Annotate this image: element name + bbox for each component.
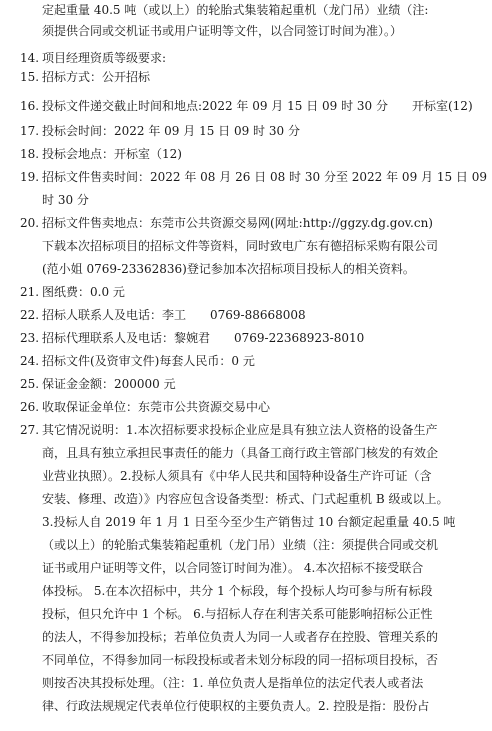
line-text: 安装、修理、改造）》内容应包含设备类型：桥式、门式起重机 B 级或以上。 [42, 492, 449, 506]
line-text: 收取保证金单位：东莞市公共资源交易中心 [42, 400, 271, 414]
line-text: 的法人，不得参加投标；若单位负责人为同一人或者存在控股、管理关系的 [42, 630, 439, 644]
line-text: （或以上）的轮胎式集装箱起重机（龙门吊）业绩（注：须提供合同或交机 [42, 538, 439, 552]
list-item-number: 27. [20, 423, 40, 437]
line-text: 时 30 分 [42, 193, 89, 207]
line-text: 下载本次招标项目的招标文件等资料，同时致电广东有德招标采购有限公司 [42, 239, 439, 253]
line-text: 招标文件售卖地点：东莞市公共资源交易网(网址:http://ggzy.dg.gov.cn) [42, 216, 433, 230]
list-item-number: 16. [20, 99, 40, 113]
line-text: 证书或用户证明等文件，以合同签订时间为准）。 4.本次招标不接受联合 [42, 561, 424, 575]
list-item-number: 15. [20, 70, 40, 84]
line-text: 招标方式：公开招标 [42, 70, 151, 84]
list-item-number: 23. [20, 331, 40, 345]
list-item-number: 14. [20, 51, 40, 65]
line-text: 须提供合同或交机证书或用户证明等文件，以合同签订时间为准）。） [42, 24, 403, 38]
line-text: 图纸费：0.0 元 [42, 285, 125, 299]
line-text: 投标文件递交截止时间和地点:2022 年 09 月 15 日 09 时 30 分 开标室(12) [42, 99, 473, 113]
line-text: 则按否决其投标处理。（注：1. 单位负责人是指单位的法定代表人或者法 [42, 676, 424, 690]
list-item-number: 25. [20, 377, 40, 391]
line-text: 商，且具有独立承担民事责任的能力（具备工商行政主管部门核发的有效企 [42, 446, 439, 460]
line-text: 律、行政法规规定代表单位行使职权的主要负责人。2. 控股是指：股份占 [42, 699, 430, 713]
list-item-number: 26. [20, 400, 40, 414]
line-text: 投标会地点：开标室（12) [42, 147, 182, 161]
line-text: 招标人联系人及电话：李工 0769-88668008 [42, 308, 306, 322]
line-text: 招标文件售卖时间：2022 年 08 月 26 日 08 时 30 分至 2022 年 09 月 15 日 09 [42, 170, 487, 184]
line-text: 投标，但只允许中 1 个标。 6.与招标人存在利害关系可能影响招标公正性 [42, 607, 433, 621]
line-text: 体投标。 5.在本次招标中，共分 1 个标段，每个投标人均可参与所有标段 [42, 584, 433, 598]
line-text: 项目经理资质等级要求: [42, 51, 167, 65]
line-text: 定起重量 40.5 吨（或以上）的轮胎式集装箱起重机（龙门吊）业绩（注: [42, 3, 429, 17]
list-item-number: 21. [20, 285, 40, 299]
line-text: 3.投标人自 2019 年 1 月 1 日至今至少生产销售过 10 台额定起重量 40.5 吨 [42, 515, 456, 529]
list-item-number: 17. [20, 124, 40, 138]
list-item-number: 22. [20, 308, 40, 322]
line-text: 不同单位，不得参加同一标段投标或者未划分标段的同一招标项目投标，否 [42, 653, 439, 667]
list-item-number: 24. [20, 354, 40, 368]
line-text: 业营业执照）。2.投标人须具有《中华人民共和国特种设备生产许可证（含 [42, 469, 432, 483]
line-text: 招标代理联系人及电话：黎婉君 0769-22368923-8010 [42, 331, 365, 345]
list-item-number: 19. [20, 170, 40, 184]
line-text: 保证金金额：200000 元 [42, 377, 176, 391]
line-text: (范小姐 0769-23362836)登记参加本次招标项目投标人的相关资料。 [42, 262, 415, 276]
list-item-number: 18. [20, 147, 40, 161]
list-item-number: 20. [20, 216, 40, 230]
line-text: 投标会时间：2022 年 09 月 15 日 09 时 30 分 [42, 124, 300, 138]
line-text: 其它情况说明：1.本次招标要求投标企业应是具有独立法人资格的设备生产 [42, 423, 438, 437]
line-text: 招标文件(及资审文件)每套人民币：0 元 [42, 354, 255, 368]
